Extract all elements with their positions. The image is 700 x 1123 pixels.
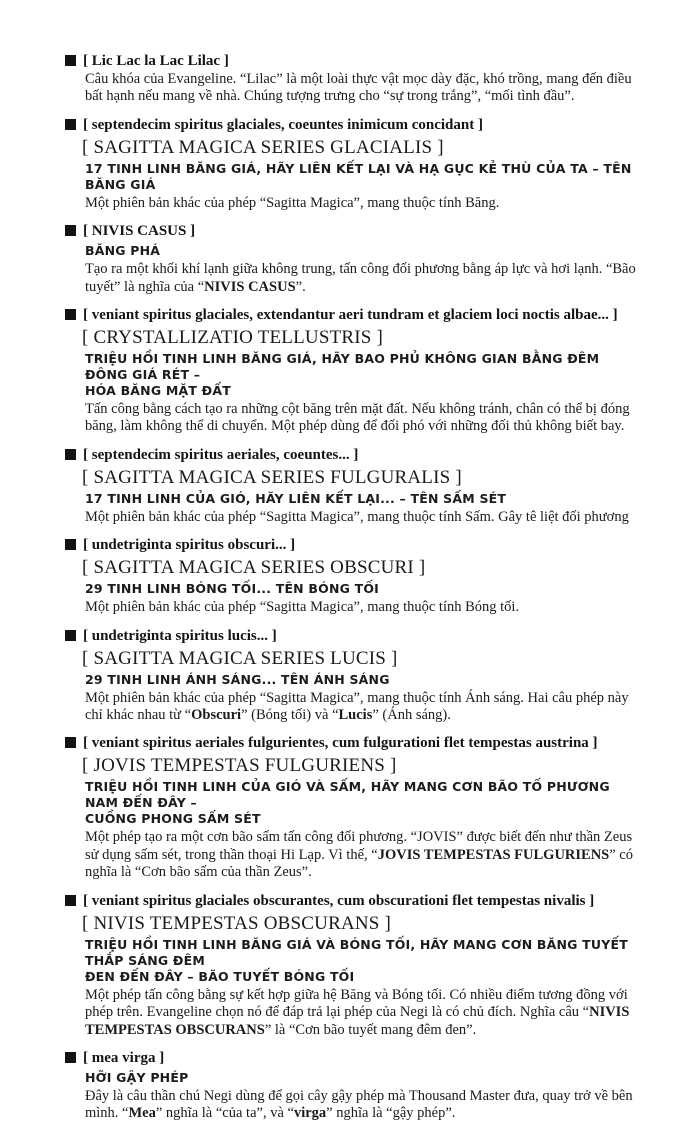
spell-name: [ SAGITTA MAGICA SERIES FULGURALIS ] bbox=[82, 466, 462, 488]
latin-incantation-line bbox=[65, 306, 644, 325]
spell-entry bbox=[65, 222, 644, 296]
spell-name: [ SAGITTA MAGICA SERIES GLACIALIS ] bbox=[82, 136, 444, 158]
description: Tấn công bằng cách tạo ra những cột băng trên mặt đất. Nếu không tránh, chân có thể bị đóng băng, làm không thể di chuyển. Một phép dùng để đối phó với những đối thủ không biết bay. bbox=[85, 401, 630, 435]
spell-name: [ CRYSTALLIZATIO TELLUSTRIS ] bbox=[82, 327, 384, 349]
translation-line: BĂNG PHÁ bbox=[85, 243, 161, 259]
spell-translation bbox=[85, 351, 644, 399]
latin-incantation: [ undetriginta spiritus obscuri... ] bbox=[83, 537, 296, 554]
bullet-square-icon bbox=[65, 1052, 76, 1063]
spell-entry bbox=[65, 446, 644, 526]
latin-incantation: [ veniant spiritus aeriales fulgurientes, cum fulgurationi flet tempestas austrina ] bbox=[83, 735, 598, 752]
translation-line: 29 TINH LINH BÓNG TỐI... TÊN BÓNG TỐI bbox=[85, 581, 380, 597]
bullet-square-icon bbox=[65, 895, 76, 906]
latin-incantation: [ NIVIS CASUS ] bbox=[83, 223, 196, 240]
spell-name: [ SAGITTA MAGICA SERIES LUCIS ] bbox=[82, 647, 398, 669]
spell-name: [ NIVIS TEMPESTAS OBSCURANS ] bbox=[82, 912, 392, 934]
description: Một phiên bản khác của phép “Sagitta Magica”, mang thuộc tính Sấm. Gây tê liệt đối phương bbox=[85, 508, 629, 525]
latin-incantation-line bbox=[65, 734, 644, 753]
bullet-square-icon bbox=[65, 737, 76, 748]
spell-entry bbox=[65, 1049, 644, 1123]
latin-incantation-line bbox=[65, 627, 644, 646]
latin-incantation-line bbox=[65, 222, 644, 241]
description: Một phiên bản khác của phép “Sagitta Magica”, mang thuộc tính Ánh sáng. Hai câu phép này chỉ khác nhau từ “Obscuri” (Bóng tối) và “Lucis” (Ánh sáng). bbox=[85, 689, 629, 724]
spell-translation bbox=[85, 491, 644, 507]
latin-incantation: [ undetriginta spiritus lucis... ] bbox=[83, 627, 277, 644]
latin-incantation: [ Lic Lac la Lac Lilac ] bbox=[83, 53, 229, 69]
translation-line: HÓA BĂNG MẶT ĐẤT bbox=[85, 383, 231, 399]
translation-line: CUỒNG PHONG SẤM SÉT bbox=[85, 811, 261, 827]
bullet-square-icon bbox=[65, 309, 76, 320]
description: Tạo ra một khối khí lạnh giữa không trung, tấn công đối phương bằng áp lực và hơi lạnh. “Bão tuyết” là nghĩa của “NIVIS CASUS”. bbox=[85, 261, 636, 295]
translation-line: HỠI GẬY PHÉP bbox=[85, 1069, 189, 1085]
description: Một phiên bản khác của phép “Sagitta Magica”, mang thuộc tính Băng. bbox=[85, 194, 500, 211]
latin-incantation: [ veniant spiritus glaciales, extendantur aeri tundram et glaciem loci noctis albae... ] bbox=[83, 307, 618, 324]
latin-incantation: [ septendecim spiritus glaciales, coeuntes inimicum concidant ] bbox=[83, 116, 483, 133]
spell-translation bbox=[85, 1070, 644, 1086]
latin-incantation-line bbox=[65, 52, 644, 71]
spell-name: [ SAGITTA MAGICA SERIES OBSCURI ] bbox=[82, 557, 426, 579]
bullet-square-icon bbox=[65, 119, 76, 130]
spell-entry bbox=[65, 627, 644, 725]
translation-line: 17 TINH LINH CỦA GIÓ, HÃY LIÊN KẾT LẠI... – TÊN SẤM SÉT bbox=[85, 490, 507, 506]
latin-incantation: [ septendecim spiritus aeriales, coeuntes... ] bbox=[83, 446, 359, 463]
latin-incantation-line bbox=[65, 536, 644, 555]
spell-translation bbox=[85, 937, 644, 985]
spell-translation bbox=[85, 243, 644, 259]
description: Một phiên bản khác của phép “Sagitta Magica”, mang thuộc tính Bóng tối. bbox=[85, 599, 520, 616]
spell-translation bbox=[85, 779, 644, 827]
latin-incantation: [ mea virga ] bbox=[83, 1049, 165, 1066]
bullet-square-icon bbox=[65, 539, 76, 550]
latin-incantation-line bbox=[65, 892, 644, 911]
bullet-square-icon bbox=[65, 55, 76, 66]
spell-entry bbox=[65, 52, 644, 106]
translation-line: 17 TINH LINH BĂNG GIÁ, HÃY LIÊN KẾT LẠI VÀ HẠ GỤC KẺ THÙ CỦA TA – TÊN BĂNG GIÁ bbox=[85, 160, 632, 192]
description: Một phép tấn công bằng sự kết hợp giữa hệ Băng và Bóng tối. Có nhiều điểm tương đồng với phép trên. Evangeline chọn nó để đáp trả lại phép của Negi là có chủ đích. Nghĩa câu “NIVIS TEMPESTAS OBSCURANS” là “Cơn bão tuyết mang đêm đen”. bbox=[85, 986, 630, 1038]
spell-entry bbox=[65, 734, 644, 881]
bullet-square-icon bbox=[65, 630, 76, 641]
latin-incantation: [ veniant spiritus glaciales obscurantes, cum obscurationi flet tempestas nivalis ] bbox=[83, 892, 595, 909]
spell-name: [ JOVIS TEMPESTAS FULGURIENS ] bbox=[82, 755, 397, 777]
bullet-square-icon bbox=[65, 225, 76, 236]
bullet-square-icon bbox=[65, 449, 76, 460]
latin-incantation-line bbox=[65, 1049, 644, 1068]
latin-incantation-line bbox=[65, 446, 644, 465]
spell-translation bbox=[85, 672, 644, 688]
description: Câu khóa của Evangeline. “Lilac” là một loài thực vật mọc dày đặc, khó trồng, mang đến điều bất hạnh nếu mang về nhà. Chúng tượng trưng cho “sự trong trắng”, “mối tình đầu”. bbox=[85, 71, 632, 105]
entries bbox=[65, 52, 644, 1123]
spell-entry bbox=[65, 306, 644, 436]
spell-entry bbox=[65, 116, 644, 212]
translation-line: ĐEN ĐẾN ĐÂY – BÃO TUYẾT BÓNG TỐI bbox=[85, 968, 355, 984]
translation-line: 29 TINH LINH ÁNH SÁNG... TÊN ÁNH SÁNG bbox=[85, 671, 390, 687]
spell-entry bbox=[65, 536, 644, 616]
latin-incantation-line bbox=[65, 116, 644, 135]
translation-line: TRIỆU HỒI TINH LINH CỦA GIÓ VÀ SẤM, HÃY MANG CƠN BÃO TỐ PHƯƠNG NAM ĐẾN ĐÂY – bbox=[85, 779, 610, 811]
description: Đây là câu thần chú Negi dùng để gọi cây gậy phép mà Thousand Master đưa, quay trở về bên mình. “Mea” nghĩa là “của ta”, và “virga” nghĩa là “gậy phép”. bbox=[85, 1087, 633, 1122]
description: Một phép tạo ra một cơn bão sấm tấn công đối phương. “JOVIS” được biết đến như thần Zeus sử dụng sấm sét, trong thần thoại Hi Lạp. Vì thế, “JOVIS TEMPESTAS FULGURIENS” có nghĩa là “Cơn bão sấm của thần Zeus”. bbox=[85, 829, 633, 881]
translation-line: TRIỆU HỒI TINH LINH BĂNG GIÁ VÀ BÓNG TỐI, HÃY MANG CƠN BĂNG TUYẾT THẮP SÁNG ĐÊM bbox=[85, 936, 628, 968]
spell-entry bbox=[65, 892, 644, 1039]
spell-translation bbox=[85, 581, 644, 597]
translation-line: TRIỆU HỒI TINH LINH BĂNG GIÁ, HÃY BAO PHỦ KHÔNG GIAN BẰNG ĐÊM ĐÔNG GIÁ RÉT – bbox=[85, 351, 600, 383]
spell-translation bbox=[85, 161, 644, 193]
